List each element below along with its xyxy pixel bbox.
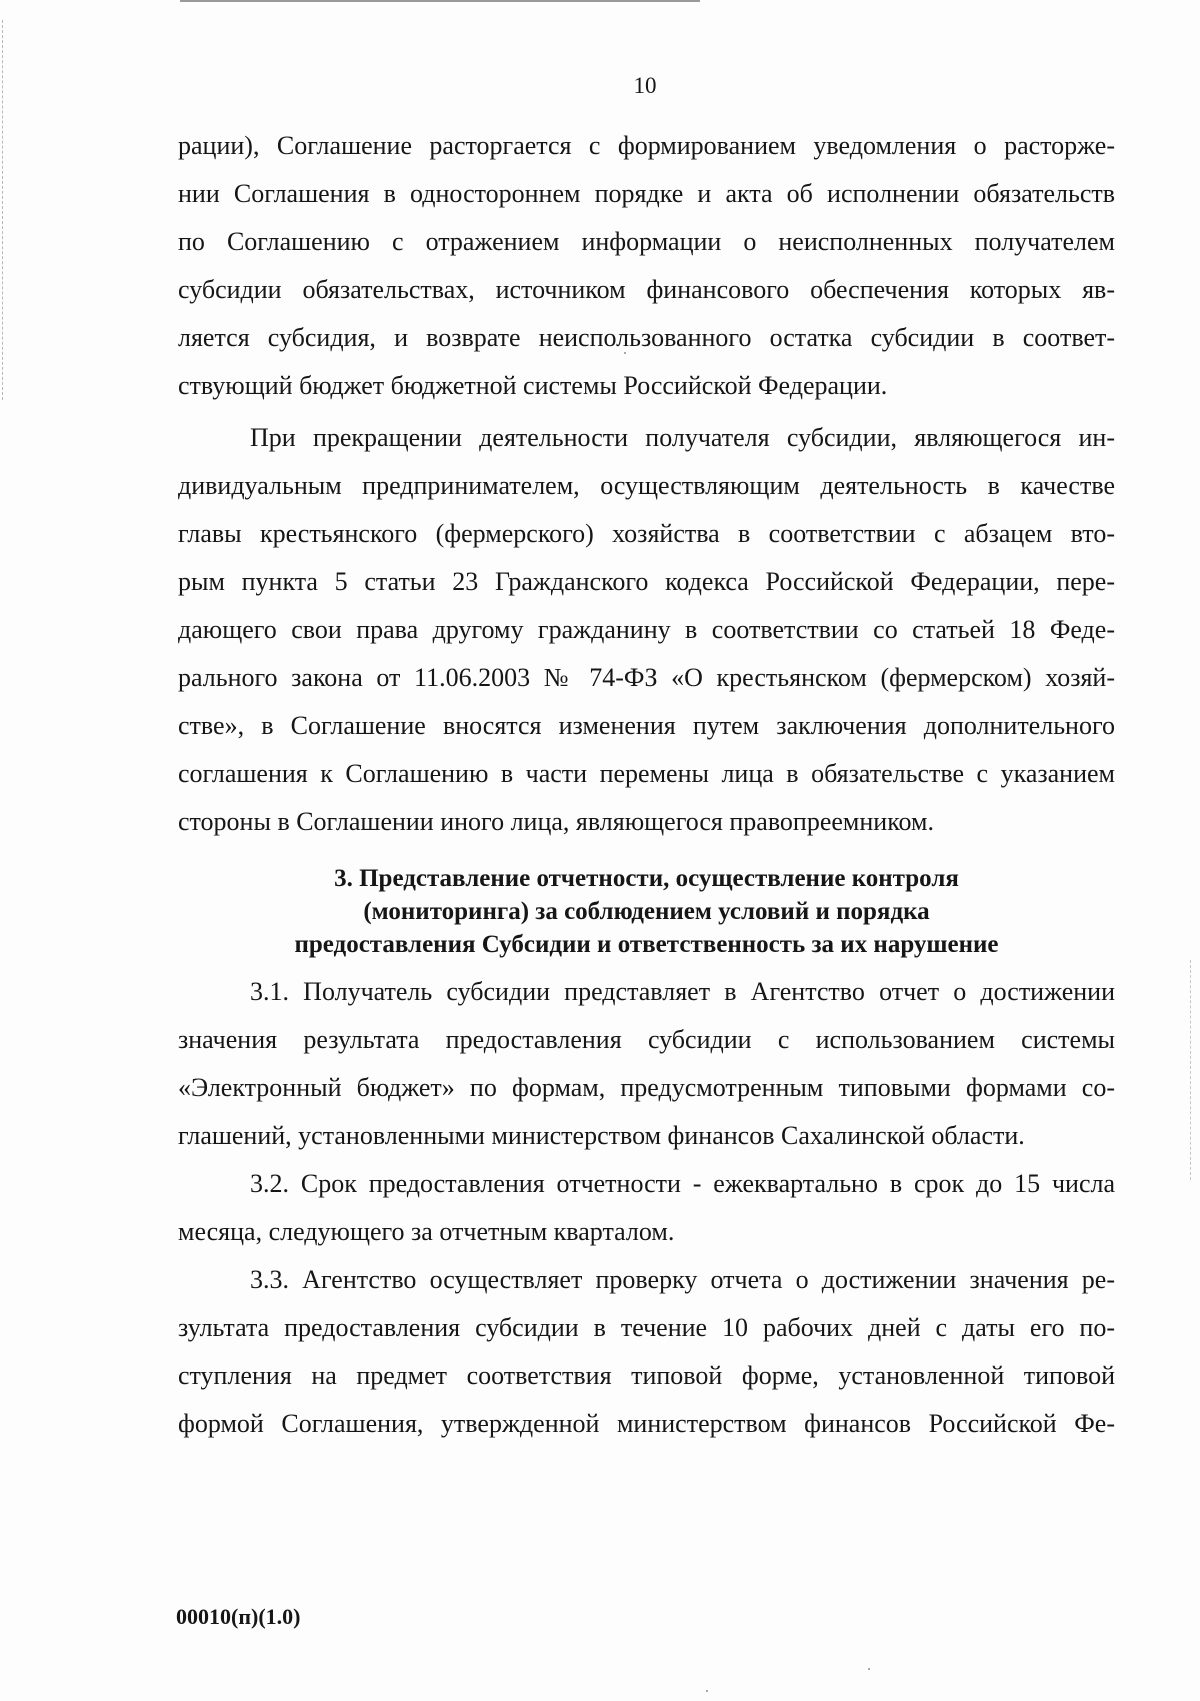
- text-line: глашений, установленными министерством финансов Сахалинской области.: [178, 1121, 1025, 1150]
- scan-speck: [624, 352, 626, 354]
- text-line: нии Соглашения в одностороннем порядке и акта об исполнении обязательств: [178, 179, 1115, 208]
- section-heading: [178, 862, 1115, 961]
- text-line: ствующий бюджет бюджетной системы Российской Федерации.: [178, 371, 888, 400]
- text-line: дающего свои права другому гражданину в соответствии со статьей 18 Феде-: [178, 615, 1115, 644]
- paragraph-3-2: [178, 1160, 1115, 1256]
- paragraph-continuation: [178, 122, 1115, 410]
- paragraph-3-3: [178, 1256, 1115, 1448]
- text-line: по Соглашению с отражением информации о неисполненных получателем: [178, 227, 1115, 256]
- text-line: 3.3. Агентство осуществляет проверку отчета о достижении значения ре-: [250, 1265, 1115, 1294]
- text-line: стороны в Соглашении иного лица, являющегося правопреемником.: [178, 807, 934, 836]
- text-line: рального закона от 11.06.2003 № 74-ФЗ «О крестьянском (фермерском) хозяй-: [178, 663, 1115, 692]
- text-line: соглашения к Соглашению в части перемены лица в обязательстве с указанием: [178, 759, 1115, 788]
- document-code: 00010(п)(1.0): [176, 1604, 301, 1629]
- text-line: ступления на предмет соответствия типовой форме, установленной типовой: [178, 1361, 1115, 1390]
- scan-speck: [868, 1668, 870, 1670]
- text-line: стве», в Соглашение вносятся изменения путем заключения дополнительного: [178, 711, 1115, 740]
- text-line: месяца, следующего за отчетным кварталом.: [178, 1217, 675, 1246]
- page-number: 10: [633, 73, 657, 98]
- text-line: рации), Соглашение расторгается с формированием уведомления о расторже-: [178, 131, 1115, 160]
- text-line: субсидии обязательствах, источником финансового обеспечения которых яв-: [178, 275, 1115, 304]
- paragraph-3-1: [178, 968, 1115, 1160]
- text-line: ляется субсидия, и возврате неиспользованного остатка субсидии в соответ-: [178, 323, 1115, 352]
- text-line: «Электронный бюджет» по формам, предусмотренным типовыми формами со-: [178, 1073, 1115, 1102]
- scan-artifact-top-line: [180, 0, 700, 2]
- text-line: значения результата предоставления субсидии с использованием системы: [178, 1025, 1115, 1054]
- text-line: зультата предоставления субсидии в течение 10 рабочих дней с даты его по-: [178, 1313, 1115, 1342]
- text-line: главы крестьянского (фермерского) хозяйства в соответствии с абзацем вто-: [178, 519, 1115, 548]
- text-line: рым пункта 5 статьи 23 Гражданского кодекса Российской Федерации, пере-: [178, 567, 1115, 596]
- paragraph-termination-of-activity: [178, 414, 1115, 846]
- text-line: При прекращении деятельности получателя субсидии, являющегося ин-: [250, 423, 1115, 452]
- text-line: 3.1. Получатель субсидии представляет в Агентство отчет о достижении: [250, 977, 1115, 1006]
- heading-line: (мониторинга) за соблюдением условий и порядка: [363, 898, 930, 925]
- heading-line: предоставления Субсидии и ответственность за их нарушение: [294, 931, 999, 958]
- text-line: формой Соглашения, утвержденной министерством финансов Российской Фе-: [178, 1409, 1115, 1438]
- scan-speck: [706, 1690, 708, 1692]
- heading-line: 3. Представление отчетности, осуществление контроля: [334, 865, 959, 892]
- scan-artifact-right-edge: [1190, 960, 1192, 1180]
- text-line: дивидуальным предпринимателем, осуществляющим деятельность в качестве: [178, 471, 1115, 500]
- text-line: 3.2. Срок предоставления отчетности - ежеквартально в срок до 15 числа: [250, 1169, 1115, 1198]
